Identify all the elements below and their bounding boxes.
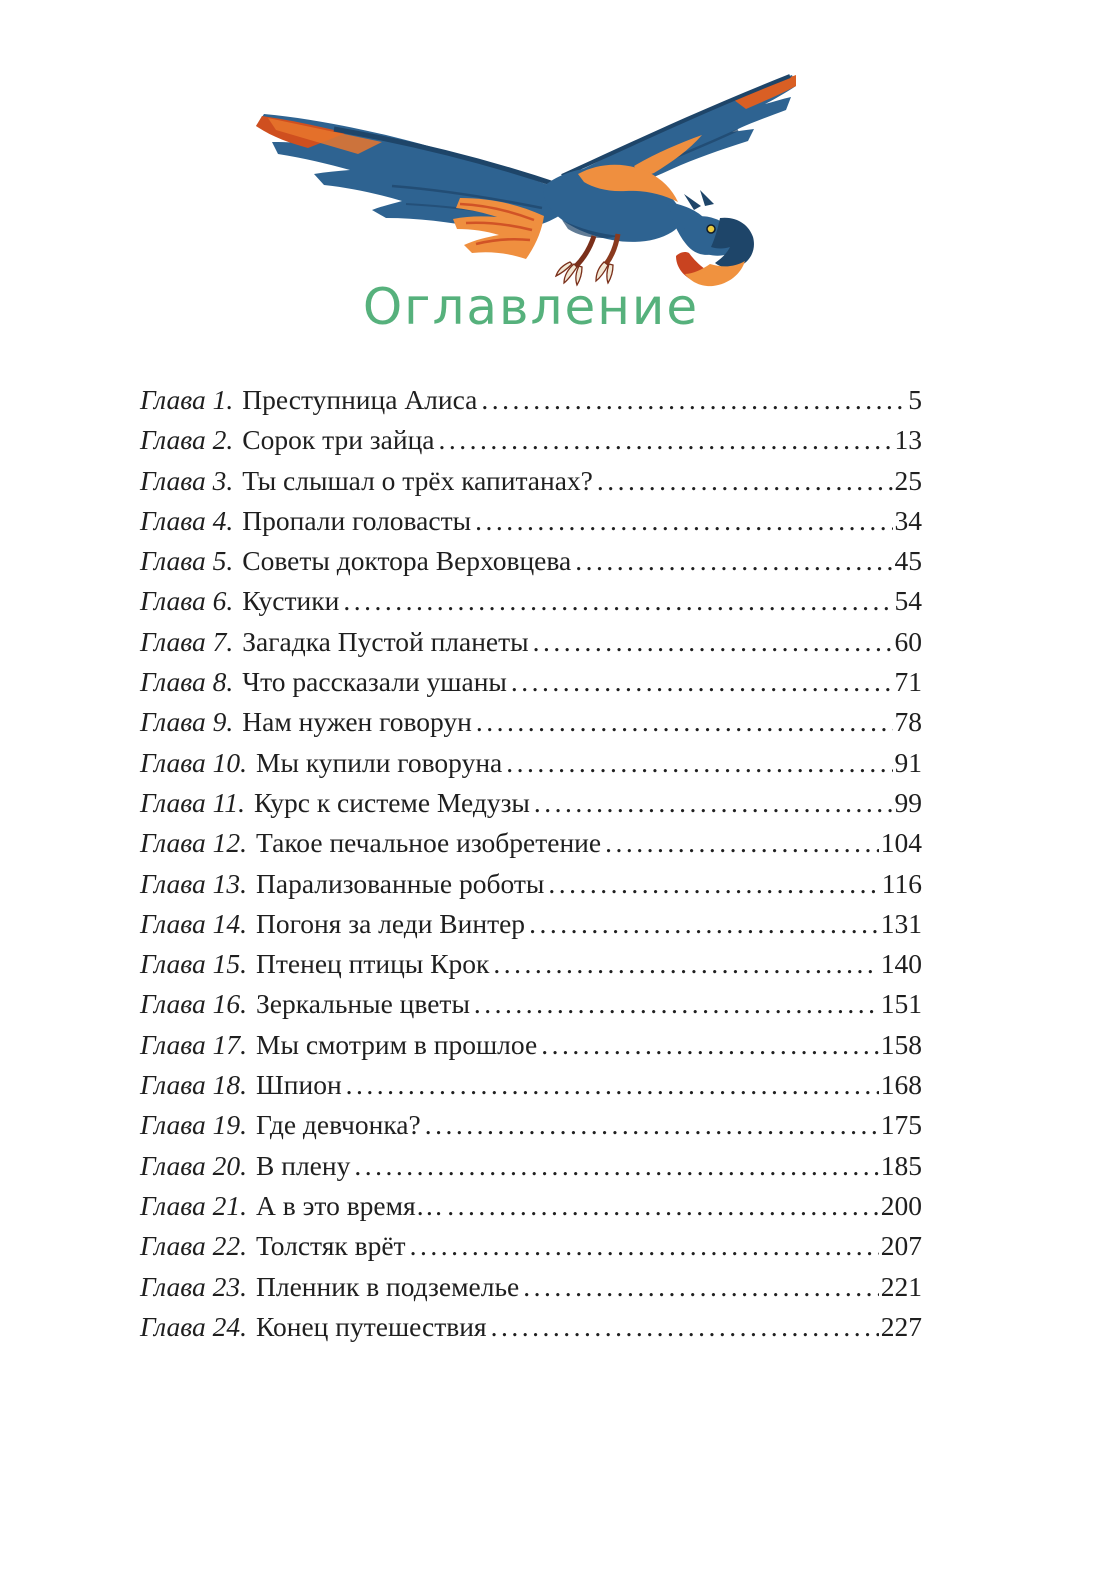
toc-entry	[140, 384, 922, 424]
chapter-title: Толстяк врёт	[256, 1230, 406, 1262]
page-title: Оглавление	[362, 278, 700, 336]
chapter-title: Курс к системе Медузы	[253, 786, 530, 818]
page-number: 207	[880, 1230, 922, 1262]
toc-entry	[140, 666, 922, 706]
page-number: 34	[894, 504, 922, 536]
dot-leader	[533, 626, 893, 658]
dot-leader	[474, 988, 879, 1020]
dot-leader	[597, 465, 893, 497]
chapter-title: Такое печальное изобретение	[256, 827, 602, 859]
page-number: 175	[880, 1109, 922, 1141]
chapter-title: Мы купили говоруна	[256, 746, 503, 778]
page-number: 91	[894, 746, 922, 778]
page-number: 140	[880, 948, 922, 980]
toc-entry	[140, 465, 922, 505]
chapter-label: Глава 16.	[140, 988, 248, 1020]
dot-leader	[475, 505, 892, 537]
page-number: 200	[880, 1189, 922, 1221]
page-number: 71	[894, 666, 922, 698]
chapter-title: Зеркальные цветы	[256, 988, 470, 1020]
page-number: 116	[881, 867, 922, 899]
chapter-label: Глава 8.	[140, 666, 234, 698]
bird-illustration	[242, 58, 802, 293]
page-number: 45	[894, 545, 922, 577]
chapter-label: Глава 18.	[140, 1069, 248, 1101]
page-number: 25	[894, 464, 922, 496]
page-number: 158	[880, 1028, 922, 1060]
page-number: 168	[880, 1069, 922, 1101]
dot-leader	[343, 585, 892, 617]
dot-leader	[541, 1029, 879, 1061]
table-of-contents	[140, 384, 922, 1351]
chapter-title: Советы доктора Верховцева	[242, 545, 572, 577]
toc-entry	[140, 585, 922, 625]
toc-entry	[140, 948, 922, 988]
toc-entry	[140, 908, 922, 948]
page-number: 221	[880, 1270, 922, 1302]
page-number: 99	[894, 786, 922, 818]
chapter-title: Парализованные роботы	[256, 867, 545, 899]
chapter-label: Глава 24.	[140, 1310, 248, 1342]
page-number: 13	[894, 424, 922, 456]
dot-leader	[425, 1109, 879, 1141]
chapter-label: Глава 11.	[140, 786, 245, 818]
dot-leader	[548, 868, 879, 900]
chapter-title: Шпион	[256, 1069, 342, 1101]
chapter-label: Глава 5.	[140, 545, 234, 577]
chapter-title: Погоня за леди Винтер	[256, 907, 526, 939]
dot-leader	[523, 1271, 879, 1303]
dot-leader	[506, 747, 892, 779]
dot-leader	[605, 827, 879, 859]
chapter-label: Глава 12.	[140, 827, 248, 859]
dot-leader	[481, 384, 906, 416]
chapter-title: Кустики	[242, 585, 340, 617]
chapter-title: А в это время…	[256, 1189, 444, 1221]
page-number: 131	[880, 907, 922, 939]
toc-entry	[140, 868, 922, 908]
toc-entry	[140, 1311, 922, 1351]
dot-leader	[410, 1230, 879, 1262]
page-number: 60	[894, 625, 922, 657]
dot-leader	[354, 1150, 878, 1182]
chapter-label: Глава 17.	[140, 1028, 248, 1060]
chapter-label: Глава 6.	[140, 585, 234, 617]
chapter-title: Преступница Алиса	[242, 384, 478, 415]
toc-entry	[140, 787, 922, 827]
toc-entry	[140, 424, 922, 464]
dot-leader	[447, 1190, 879, 1222]
chapter-label: Глава 21.	[140, 1189, 248, 1221]
dot-leader	[491, 1311, 879, 1343]
toc-entry	[140, 545, 922, 585]
chapter-label: Глава 2.	[140, 424, 234, 456]
dot-leader	[346, 1069, 879, 1101]
toc-entry	[140, 706, 922, 746]
page-number: 227	[880, 1310, 922, 1342]
chapter-label: Глава 23.	[140, 1270, 248, 1302]
chapter-title: Сорок три зайца	[242, 424, 435, 456]
page-number: 5	[908, 384, 922, 415]
chapter-label: Глава 14.	[140, 907, 248, 939]
toc-entry	[140, 626, 922, 666]
toc-entry	[140, 1271, 922, 1311]
dot-leader	[493, 948, 878, 980]
chapter-label: Глава 10.	[140, 746, 248, 778]
dot-leader	[511, 666, 893, 698]
chapter-label: Глава 4.	[140, 504, 234, 536]
chapter-label: Глава 3.	[140, 464, 234, 496]
chapter-title: Ты слышал о трёх капитанах?	[242, 464, 593, 496]
chapter-title: Пленник в подземелье	[256, 1270, 520, 1302]
toc-entry	[140, 1150, 922, 1190]
chapter-label: Глава 19.	[140, 1109, 248, 1141]
page-number: 104	[880, 827, 922, 859]
toc-entry	[140, 1069, 922, 1109]
chapter-title: Птенец птицы Крок	[256, 948, 490, 980]
chapter-title: Мы смотрим в прошлое	[256, 1028, 538, 1060]
chapter-title: Что рассказали ушаны	[242, 666, 507, 698]
chapter-label: Глава 20.	[140, 1149, 248, 1181]
chapter-label: Глава 13.	[140, 867, 248, 899]
chapter-label: Глава 15.	[140, 948, 248, 980]
chapter-title: Где девчонка?	[256, 1109, 421, 1141]
page-number: 54	[894, 585, 922, 617]
flying-bird-icon	[242, 58, 802, 293]
chapter-title: Конец путешествия	[256, 1310, 487, 1342]
chapter-label: Глава 7.	[140, 625, 234, 657]
dot-leader	[534, 787, 893, 819]
toc-entry	[140, 1109, 922, 1149]
page-number: 185	[880, 1149, 922, 1181]
chapter-title: Нам нужен говорун	[242, 706, 472, 738]
toc-entry	[140, 827, 922, 867]
chapter-label: Глава 22.	[140, 1230, 248, 1262]
dot-leader	[476, 706, 893, 738]
toc-entry	[140, 1230, 922, 1270]
chapter-title: В плену	[256, 1149, 351, 1181]
dot-leader	[575, 545, 892, 577]
chapter-title: Пропали головасты	[242, 504, 472, 536]
page-number: 78	[894, 706, 922, 738]
chapter-title: Загадка Пустой планеты	[242, 625, 529, 657]
toc-entry	[140, 1190, 922, 1230]
toc-entry	[140, 747, 922, 787]
toc-entry	[140, 1029, 922, 1069]
dot-leader	[529, 908, 879, 940]
toc-entry	[140, 505, 922, 545]
chapter-label: Глава 9.	[140, 706, 234, 738]
toc-entry	[140, 988, 922, 1028]
chapter-label: Глава 1.	[140, 384, 234, 415]
dot-leader	[439, 424, 893, 456]
page-number: 151	[880, 988, 922, 1020]
